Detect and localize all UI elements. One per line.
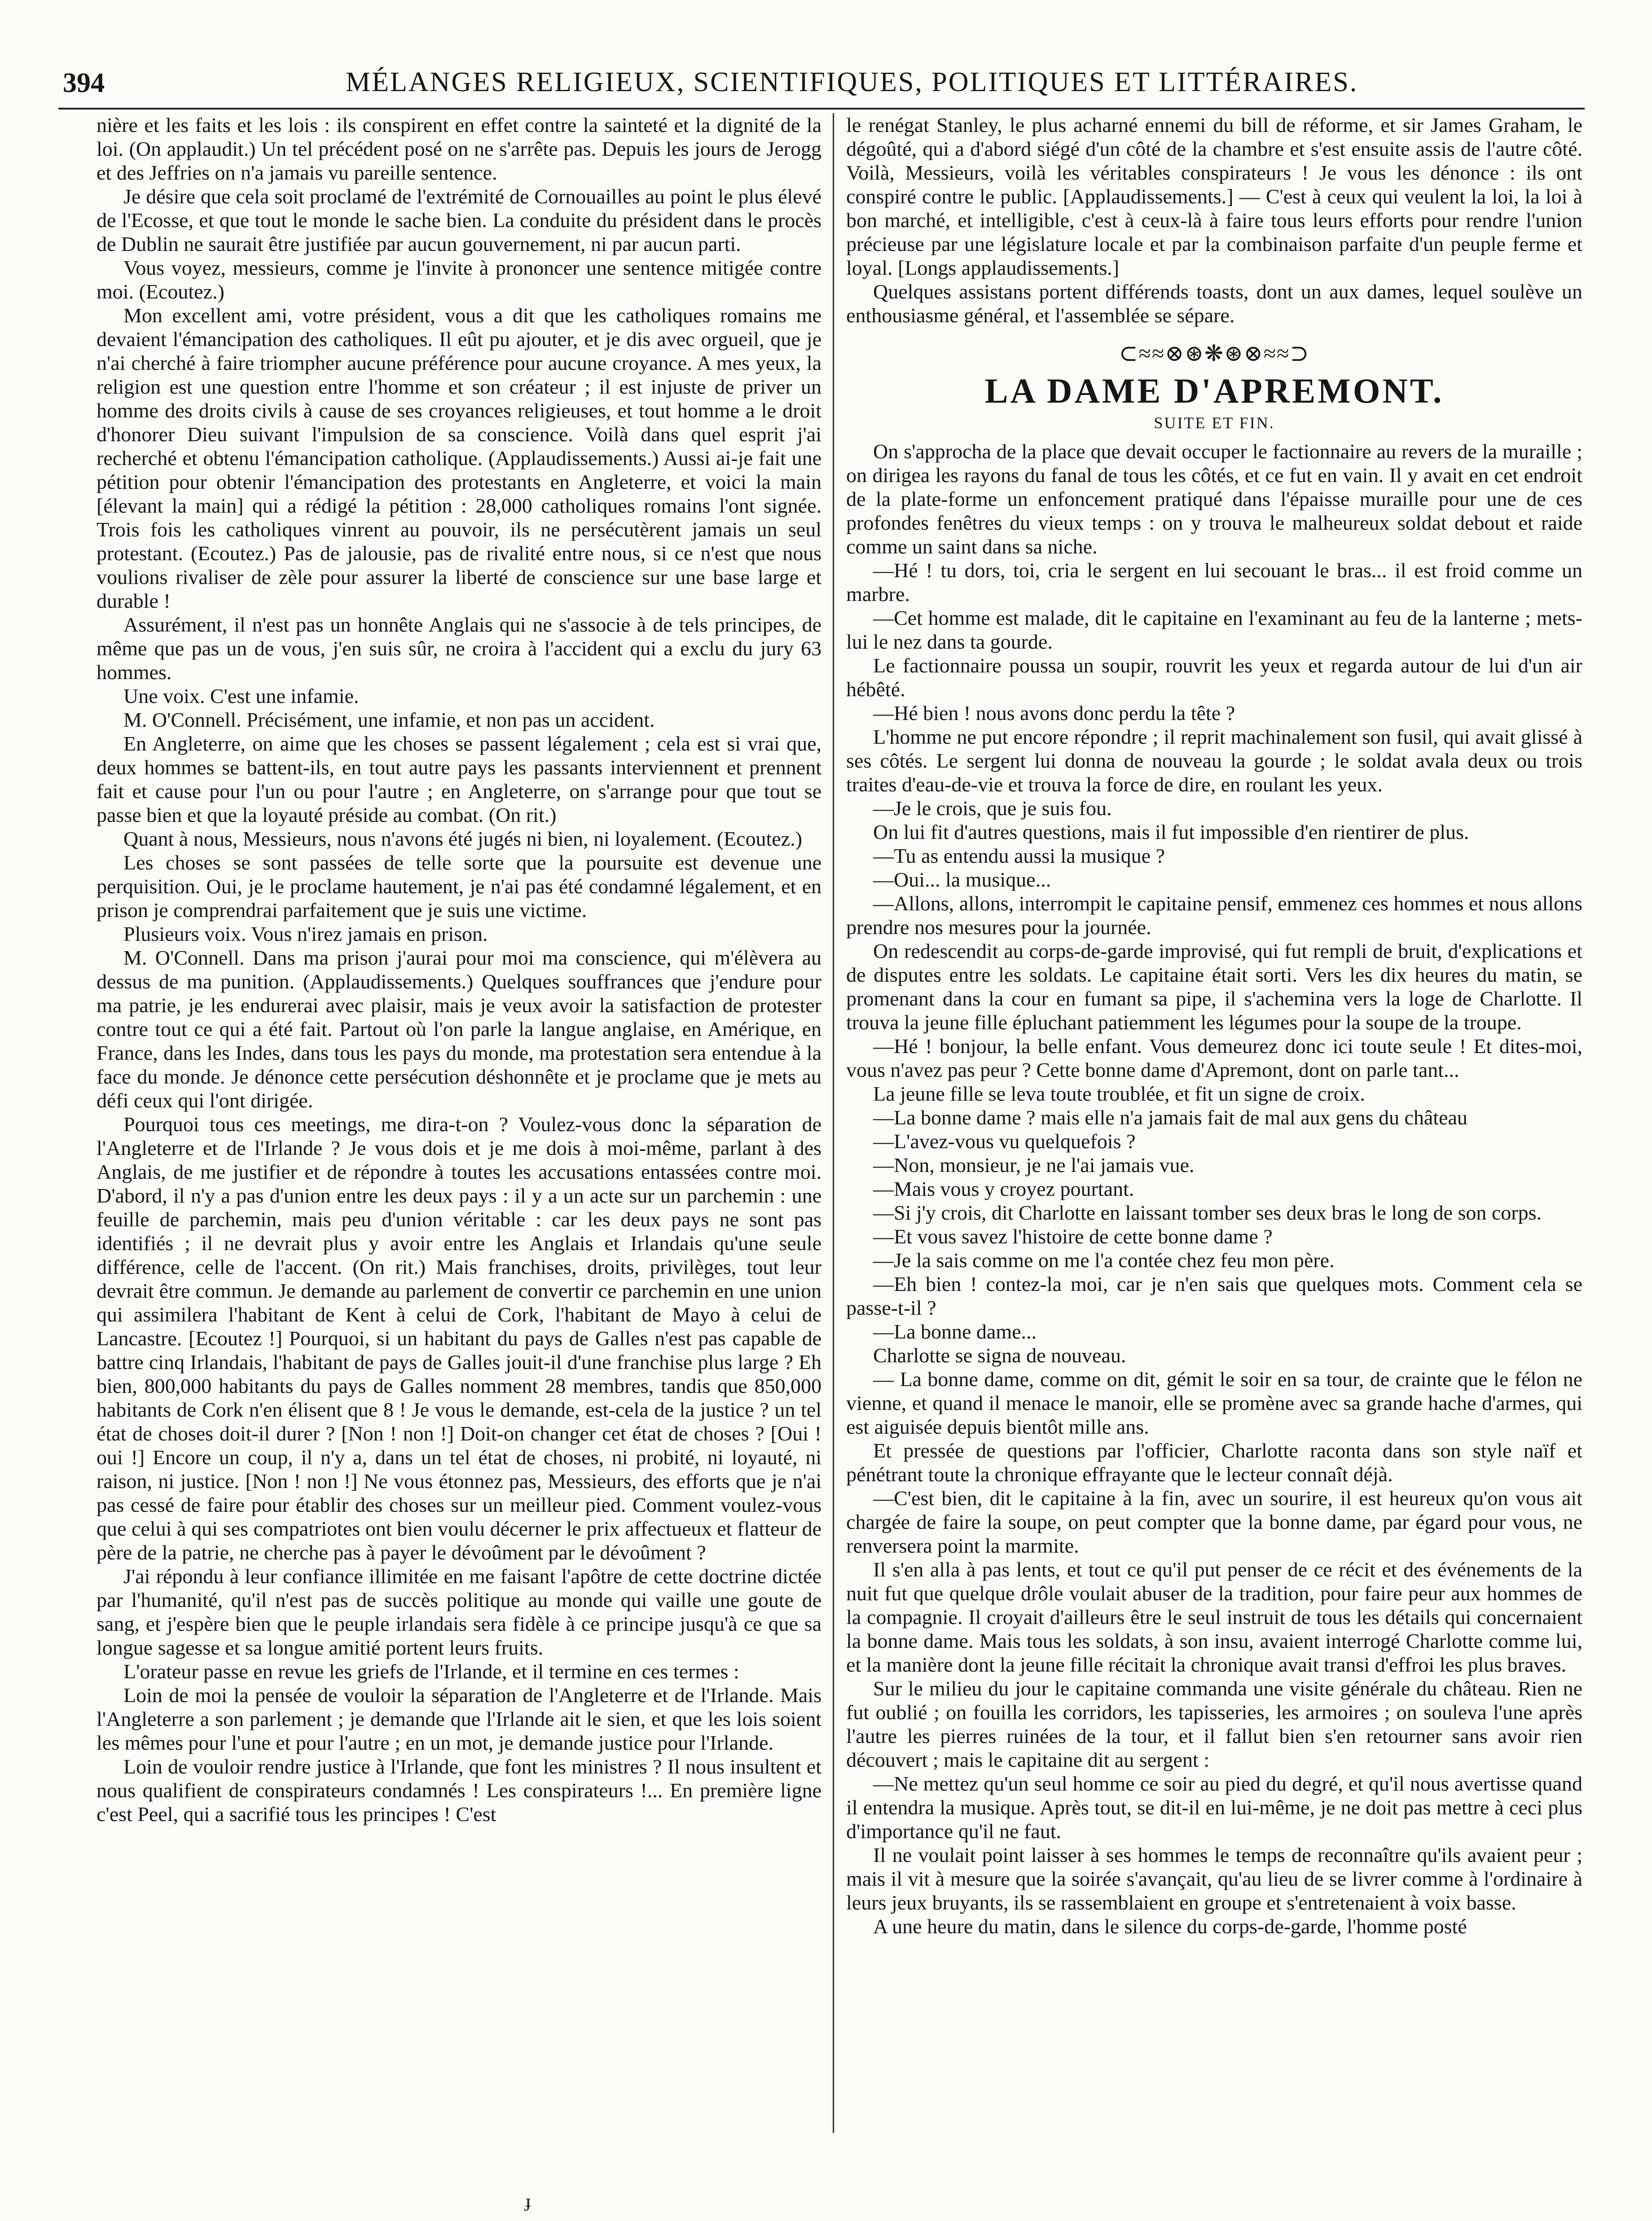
paragraph: —Hé bien ! nous avons donc perdu la tête ? bbox=[873, 702, 1235, 724]
running-title: MÉLANGES RELIGIEUX, SCIENTIFIQUES, POLITIQUES ET LITTÉRAIRES. bbox=[346, 67, 1358, 97]
paragraph: On s'approcha de la place que devait occuper le factionnaire au revers de la muraille ; on dirigea les rayons du fanal de tous les côtés, et ce fut en vain. Il y avait en cet endroit de la plate-forme un enfoncement pratiqué dans l'épaisse muraille pour une de ces profondes fenêtres du vieux temps : on y trouva le malheureux soldat debout et raide comme un saint dans sa niche. bbox=[846, 440, 1582, 558]
paragraph: Quelques assistans portent différends toasts, dont un aux dames, lequel soulève un enthousiasme général, et l'assemblée se sépare. bbox=[846, 280, 1582, 327]
paragraph: La jeune fille se leva toute troublée, et fit un signe de croix. bbox=[873, 1082, 1365, 1105]
paragraph: —Non, monsieur, je ne l'ai jamais vue. bbox=[873, 1154, 1195, 1176]
paragraph: —Ne mettez qu'un seul homme ce soir au pied du degré, et qu'il nous avertisse quand il entendra la musique. Après tout, se dit-il en lui-même, je ne doit pas mettre à ceci plus d'importance qu'il ne faut. bbox=[846, 1772, 1582, 1843]
paragraph: Sur le milieu du jour le capitaine commanda une visite générale du château. Rien ne fut oublié ; on fouilla les corridors, les tapisseries, les armoires ; on souleva l'une après l'autre les pierres ruinées de la tour, et il fallut bien s'en retourner sans avoir rien découvert ; mais le capitaine dit au sergent : bbox=[846, 1677, 1582, 1771]
paragraph: M. O'Connell. Dans ma prison j'aurai pour moi ma conscience, qui m'élèvera au dessus de ma punition. (Applaudissements.) Quelques souffrances que j'endure pour ma patrie, je les endurerai avec plaisir, mais je veux avoir la satisfaction de protester contre tout ce qui a été fait. Partout où l'on parle la langue anglaise, en Amérique, en France, dans les Indes, dans tous les pays du monde, ma protestation sera entendue à la face du monde. Je dénonce cette persécution déshonnête et je proclame que je mets au défi ceux qui l'ont dirigée. bbox=[97, 946, 822, 1112]
paragraph: Plusieurs voix. Vous n'irez jamais en prison. bbox=[123, 922, 488, 945]
paragraph: Une voix. C'est une infamie. bbox=[123, 685, 359, 707]
paragraph: —La bonne dame ? mais elle n'a jamais fait de mal aux gens du château bbox=[873, 1106, 1467, 1129]
article-title: LA DAME D'APREMONT. bbox=[984, 371, 1444, 410]
paragraph: — La bonne dame, comme on dit, gémit le soir en sa tour, de crainte que le félon ne vienne, et quand il menace le manoir, elle se promène avec sa grande hache d'armes, qui est aiguisée depuis bientôt mille ans. bbox=[846, 1368, 1582, 1438]
paragraph: Le factionnaire poussa un soupir, rouvrit les yeux et regarda autour de lui d'un air hébêté. bbox=[846, 654, 1582, 701]
paragraph: Mon excellent ami, votre président, vous a dit que les catholiques romains me devaient l'émancipation des catholiques. Il eût pu ajouter, et je dis avec orgueil, que je n'ai cherché à faire triompher aucune préférence pour aucune croyance. A mes yeux, la religion est une question entre l'homme et son créateur ; il est injuste de priver un homme des droits civils à cause de ses croyances religieuses, et tout homme a le droit d'honorer Dieu suivant l'impulsion de sa conscience. Voilà dans quel esprit j'ai recherché et obtenu l'émancipation catholique. (Applaudissements.) Aussi ai-je fait une pétition pour obtenir l'émancipation des protestants en Angleterre, et voici la main [élevant la main] qui a rédigé la pétition : 28,000 catholiques romains l'ont signée. Trois fois les catholiques vinrent au pouvoir, ils ne persécutèrent jamais un seul protestant. (Ecoutez.) Pas de jalousie, pas de rivalité entre nous, si ce n'est que nous voulions rivaliser de zèle pour assurer la liberté de conscience sur une base large et durable ! bbox=[97, 304, 822, 612]
paragraph: En Angleterre, on aime que les choses se passent légalement ; cela est si vrai que, deux hommes se battent-ils, en tout autre pays les passants interviennent et prennent fait et cause pour l'un ou pour l'autre ; en Angleterre, on s'arrange pour que tout se passe bien et que la loyauté préside au combat. (On rit.) bbox=[97, 732, 822, 826]
article-subtitle: SUITE ET FIN. bbox=[1154, 414, 1275, 432]
paragraph: L'homme ne put encore répondre ; il reprit machinalement son fusil, qui avait glissé à ses côtés. Le sergent lui donna de nouveau la gourde ; le soldat avala deux ou trois traites d'eau-de-vie et trouva la force de dire, en roulant les yeux. bbox=[846, 725, 1582, 796]
paragraph: —Allons, allons, interrompit le capitaine pensif, emmenez ces hommes et nous allons prendre nos mesures pour la journée. bbox=[846, 892, 1582, 939]
paragraph: Charlotte se signa de nouveau. bbox=[873, 1344, 1126, 1367]
page-header bbox=[58, 58, 1585, 110]
paragraph: —Je le crois, que je suis fou. bbox=[873, 797, 1112, 820]
paragraph: —Eh bien ! contez-la moi, car je n'en sais que quelques mots. Comment cela se passe-t-il ? bbox=[846, 1273, 1582, 1319]
paragraph: On lui fit d'autres questions, mais il fut impossible d'en rientirer de plus. bbox=[873, 821, 1469, 843]
paragraph: nière et les faits et les lois : ils conspirent en effet contre la sainteté et la dignité de la loi. (On applaudit.) Un tel précédent posé on ne s'arrête pas. Depuis les jours de Jerogg et des Jeffries on n'a jamais vu pareille sentence. bbox=[97, 114, 822, 184]
paragraph: Il ne voulait point laisser à ses hommes le temps de reconnaître qu'ils avaient peur ; mais il vit à mesure que la soirée s'avançait, qu'au lieu de se livrer comme à l'ordinaire à leurs jeux bruyants, ils se rassemblaient en groupe et s'entretenaient à voix basse. bbox=[846, 1844, 1582, 1914]
ornament-divider: ⊂≈≈⊗⊛❋⊛⊗≈≈⊃ bbox=[1119, 341, 1310, 366]
paragraph: —Hé ! bonjour, la belle enfant. Vous demeurez donc ici toute seule ! Et dites-moi, vous n'avez pas peur ? Cette bonne dame d'Apremont, dont on parle tant... bbox=[846, 1035, 1582, 1081]
paragraph: —Oui... la musique... bbox=[873, 868, 1051, 891]
paragraph: Loin de moi la pensée de vouloir la séparation de l'Angleterre et de l'Irlande. Mais l'Angleterre a son parlement ; je demande que l'Irlande ait le sien, et que les lois soient les mêmes pour l'une et pour l'autre ; en un mot, je demande justice pour l'Irlande. bbox=[97, 1684, 822, 1754]
paragraph: M. O'Connell. Précisément, une infamie, et non pas un accident. bbox=[123, 708, 655, 731]
paragraph: Assurément, il n'est pas un honnête Anglais qui ne s'associe à de tels principes, de même que pas un de vous, j'en suis sûr, ne croira à l'accident qui a exclu du jury 63 hommes. bbox=[97, 613, 822, 684]
paragraph: Je désire que cela soit proclamé de l'extrémité de Cornouailles au point le plus élevé de l'Ecosse, et que tout le monde le sache bien. La conduite du président dans le procès de Dublin ne saurait être justifiée par aucun gouvernement, ni par aucun parti. bbox=[97, 185, 822, 255]
paragraph: On redescendit au corps-de-garde improvisé, qui fut rempli de bruit, d'explications et de disputes entre les soldats. Le capitaine était sorti. Vers les dix heures du matin, se promenant dans la cour en fumant sa pipe, il s'achemina vers la loge de Charlotte. Il trouva la jeune fille épluchant patiemment les légumes pour la soupe de la troupe. bbox=[846, 939, 1582, 1034]
paragraph: —Je la sais comme on me l'a contée chez feu mon père. bbox=[873, 1249, 1335, 1272]
left-column bbox=[97, 113, 822, 2187]
paragraph: J'ai répondu à leur confiance illimitée en me faisant l'apôtre de cette doctrine dictée par l'humanité, qu'il n'est pas de succès politique au monde qui vaille une goute de sang, et j'espère bien que le peuple irlandais sera fidèle à ce principe jusqu'à ce que sa longue sagesse et sa longue amitié portent leurs fruits. bbox=[97, 1565, 822, 1659]
right-column bbox=[846, 113, 1582, 2187]
paragraph: Il s'en alla à pas lents, et tout ce qu'il put penser de ce récit et des événements de la nuit fut que quelque drôle voulait abuser de la tradition, pour faire peur aux hommes de la compagnie. Il croyait d'ailleurs être le seul instruit de tous les détails qui concernaient la bonne dame. Mais tous les soldats, à son insu, avaient interrogé Charlotte comme lui, et la manière dont la jeune fille récitait la chronique avait transi d'effroi les plus braves. bbox=[846, 1558, 1582, 1676]
paragraph: Pourquoi tous ces meetings, me dira-t-on ? Voulez-vous donc la séparation de l'Angleterre et de l'Irlande ? Je vous dois et je me dois à moi-même, parlant à des Anglais, de me justifier et de répondre à toutes les accusations entassées contre moi. D'abord, il n'y a pas d'union entre les deux pays : il y a un acte sur un parchemin : une feuille de parchemin, mais peu d'union véritable : car les deux pays ne sont pas identifiés ; il ne devrait plus y avoir entre les Anglais et Irlandais qu'une seule différence, celle de l'accent. (On rit.) Mais franchises, droits, privilèges, tout leur devrait être commun. Je demande au parlement de convertir ce parchemin en une union qui assimilera l'habitant de Kent à celui de Cork, l'habitant de Mayo à celui de Lancastre. [Ecoutez !] Pourquoi, si un habitant du pays de Galles n'est pas capable de battre cinq Irlandais, l'habitant de pays de Galles jouit-il d'une franchise plus large ? Eh bien, 800,000 habitants du pays de Galles nomment 28 membres, tandis que 850,000 habitants de Cork n'en élisent que 8 ! Je vous le demande, est-cela de la justice ? un tel état de choses doit-il durer ? [Non ! non !] Doit-on changer cet état de choses ? [Oui ! oui !] Encore un coup, il n'y a, dans un tel état de choses, ni probité, ni loyauté, ni raison, ni justice. [Non ! non !] Ne vous étonnez pas, Messieurs, des efforts que je n'ai pas cessé de faire pour établir des choses sur un meilleur pied. Comment voulez-vous que celui à qui ses compatriotes ont bien voulu décerner le prix affectueux et flatteur de père de la patrie, ne cherche pas à payer le dévoûment par le dévoûment ? bbox=[97, 1113, 822, 1564]
paragraph: Et pressée de questions par l'officier, Charlotte raconta dans son style naïf et pénétrant toute la chronique effrayante que le lecteur connaît déjà. bbox=[846, 1439, 1582, 1486]
paragraph: A une heure du matin, dans le silence du corps-de-garde, l'homme posté bbox=[873, 1915, 1467, 1938]
paragraph: —Mais vous y croyez pourtant. bbox=[873, 1177, 1134, 1200]
paragraph: Loin de vouloir rendre justice à l'Irlande, que font les ministres ? Il nous insultent et nous qualifient de conspirateurs condamnés ! Les conspirateurs !... En première ligne c'est Peel, qui a sacrifié tous les principes ! C'est bbox=[97, 1755, 822, 1826]
paragraph: Les choses se sont passées de telle sorte que la poursuite est devenue une perquisition. Oui, je le proclame hautement, je n'ai pas été condamné légalement, et en prison je comprendrai parfaitement que je suis une victime. bbox=[97, 851, 822, 922]
paragraph: L'orateur passe en revue les griefs de l'Irlande, et il termine en ces termes : bbox=[123, 1660, 739, 1683]
paragraph: —L'avez-vous vu quelquefois ? bbox=[873, 1130, 1136, 1153]
paragraph: —Cet homme est malade, dit le capitaine en l'examinant au feu de la lanterne ; mets-lui le nez dans ta gourde. bbox=[846, 606, 1582, 653]
paragraph: —Et vous savez l'histoire de cette bonne dame ? bbox=[873, 1225, 1273, 1248]
paragraph: —Hé ! tu dors, toi, cria le sergent en lui secouant le bras... il est froid comme un marbre. bbox=[846, 559, 1582, 606]
paragraph: Quant à nous, Messieurs, nous n'avons été jugés ni bien, ni loyalement. (Ecoutez.) bbox=[123, 827, 802, 850]
footer-mark: ɟ bbox=[525, 2191, 532, 2211]
paragraph: —La bonne dame... bbox=[873, 1320, 1037, 1343]
paragraph: —Tu as entendu aussi la musique ? bbox=[873, 844, 1165, 867]
paragraph: Vous voyez, messieurs, comme je l'invite à prononcer une sentence mitigée contre moi. (Ecoutez.) bbox=[97, 256, 822, 303]
paragraph: —C'est bien, dit le capitaine à la fin, avec un sourire, il est heureux qu'on vous ait chargée de faire la soupe, on peut compter que la bonne dame, par égard pour vous, ne renversera point la marmite. bbox=[846, 1487, 1582, 1557]
paragraph: le renégat Stanley, le plus acharné ennemi du bill de réforme, et sir James Graham, le dégoûté, qui a d'abord siégé d'un côté de la chambre et s'est ensuite assis de l'autre côté. Voilà, Messieurs, voilà les véritables conspirateurs ! Je vous les dénonce : ils ont conspiré contre le public. [Applaudissements.] — C'est à ceux qui veulent la loi, la loi à bon marché, et intelligible, c'est à ceux-là à faire tous leurs efforts pour rendre l'union précieuse par une législature locale et par la combinaison parfaite d'un peuple ferme et loyal. [Longs applaudissements.] bbox=[846, 114, 1582, 279]
paragraph: —Si j'y crois, dit Charlotte en laissant tomber ses deux bras le long de son corps. bbox=[873, 1201, 1542, 1224]
page-number: 394 bbox=[63, 68, 105, 98]
column-divider bbox=[833, 113, 834, 2133]
